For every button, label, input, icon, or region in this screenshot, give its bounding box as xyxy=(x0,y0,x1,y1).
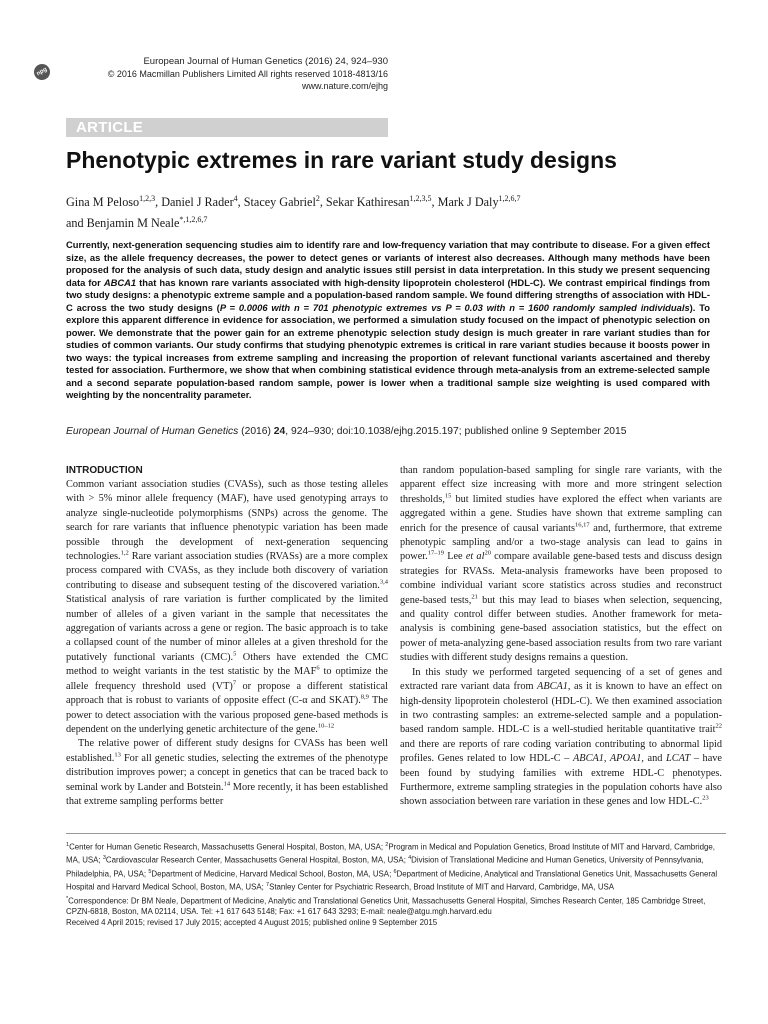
author: Mark J Daly$^{1,2,6,7}$ xyxy=(437,194,521,210)
affiliations: $^1$Center for Human Genetic Research, Massachusetts General Hospital, Boston, MA, USA; $^2$Program in Medical and Population Genetics, Broad Institute of MIT and Harvard, Cambridge, MA, USA; $^3$Cardiovascular Research Center, Massachusetts General Hospital, Boston, MA, USA; $^4$Division of Translational Medicine and Human Genetics, University of Pennsylvania, Philadelphia, PA, USA; $^5$Department of Medicine, Harvard Medical School, Boston, MA, USA; $^6$Department of Medicine, Analytical and Translational Genetics Unit, Massachusetts General Hospital and Harvard Medical School, Boston, MA, USA; $^7$Stanley Center for Psychiatric Research, Broad Institute of MIT and Harvard, Cambridge, MA, USA xyxy=(66,842,718,892)
footnote-divider xyxy=(66,833,726,834)
footnotes xyxy=(66,840,726,929)
correspondence: *Correspondence: Dr BM Neale, Department of Medicine, Analytic and Translational Genetics Unit, Massachusetts General Hospital, Simches Research Center, 185 Cambridge Street, CPZN-6818, Boston, MA 02114, USA. Tel: +1 617 643 5148; Fax: +1 617 643 3293; E-mail: neale@atgu.mgh.harvard.edu xyxy=(66,895,706,917)
article-type-label: ARTICLE xyxy=(76,119,144,136)
gene-name: ABCA1 xyxy=(103,276,137,288)
copyright-line: © 2016 Macmillan Publishers Limited All rights reserved 1018-4813/16 xyxy=(107,69,388,79)
author: Gina M Peloso$^{1,2,3}$, xyxy=(66,194,162,210)
author: Stacey Gabriel$^2$, xyxy=(243,194,326,210)
journal-citation-line: European Journal of Human Genetics (2016) 24, 924–930 xyxy=(143,56,388,67)
section-heading: INTRODUCTION xyxy=(66,465,143,476)
paragraph: In this study we performed targeted sequencing of a set of genes and extracted rare variant data from ABCA1, as it is known to have an effect on high-density lipoprotein cholesterol (HDL-C). We then examined association in two contrasting samples: an extreme-selected sample and a population-based random sample. HDL-C is a well-studied heritable quantitative trait$^{22}$ and there are reports of rare coding variation contributing to abnormal lipid profiles. Genes related to low HDL-C – ABCA1, APOA1, and LCAT – have been found by studying families with extreme HDL-C phenotypes. Furthermore, extreme sampling strategies in the population cohorts have also shown association between rare variation in these genes and low HDL-C.$^{23}$ xyxy=(400,666,722,808)
npg-logo: npg xyxy=(31,61,53,83)
paragraph: The relative power of different study designs for CVASs has been well established.$^{13}$ For all genetic studies, selecting the extremes of the phenotype distribution improves power; a concept in genetics that can be traced back to seminal work by Lander and Botstein.$^{14}$ More recently, it has been established that extreme sampling performs better xyxy=(66,738,389,807)
author: Daniel J Rader$^4$, xyxy=(161,194,244,210)
citation-line: European Journal of Human Genetics (2016) 24, 924–930; doi:10.1038/ejhg.2015.197; published online 9 September 2015 xyxy=(66,426,627,437)
abstract: Currently, next-generation sequencing studies aim to identify rare and low-frequency variation that may contribute to disease. For a given effect size, as the allele frequency decreases, the power to detect genes or variants of interest also decreases. Although many methods have been proposed for the analysis of such data, study design and analytic issues still persist in data interpretation. In this study we present sequencing data for ABCA1 that has known rare variants associated with high-density lipoprotein cholesterol (HDL-C). We contrast empirical findings from two study designs: a phenotypic extreme sample and a population-based random sample. We found differing strengths of association with HDL-C across the two study designs (P = 0.0006 with n = 701 phenotypic extremes vs P = 0.03 with n = 1600 randomly sampled individuals). To explore this apparent difference in evidence for association, we performed a simulation study focused on the impact of phenotypic selection on power. We demonstrate that the power gain for an extreme phenotypic selection study design is much greater in rare variant studies than for studies of common variants. Our study confirms that studying phenotypic extremes is critical in rare variant studies because it boosts power in two ways: the typical increases from extreme sampling and increasing the proportion of relevant functional variants ascertained and thereby tested for association. Furthermore, we show that when combining statistical evidence through meta-analysis from an extreme-selected sample and a second separate population-based random sample, power is lower when a traditional sample size weighting is used compared with weighting by the noncentrality parameter. xyxy=(66,239,711,400)
right-column xyxy=(400,464,722,810)
author: and Benjamin M Neale$^{*,1,2,6,7}$ xyxy=(66,215,208,231)
paragraph: Common variant association studies (CVASs), such as those testing alleles with > 5% minor allele frequency (MAF), have used genotyping arrays to analyze single-nucleotide polymorphisms (SNPs) across the genome. The search for rare variants that influence phenotypic variation has been made possible through the development of next-generation sequencing technologies.$^{1,2}$ Rare variant association studies (RVASs) are a more complex process compared with CVASs, as they include both discovery of variation contributing to disease and subsequent testing of the discovered variation.$^{3,4}$ Statistical analysis of rare variation is further complicated by the limited number of alleles of a given variant in the sample that necessitates the aggregation of variants across a gene or region. The basic approach is to take a collapsed count of the number of minor alleles at a given threshold for the putatively functional variants (CMC).$^5$ Others have extended the CMC method to weight variants in the test statistic by the MAF$^6$ to optimize the allele frequency threshold used (VT)$^7$ or propose a different statistical approach that is robust to variants of opposite effect (C-α and SKAT).$^{8,9}$ The power to detect association with the various proposed gene-based methods is dependent on the underlying genetic architecture of the gene.$^{10-12}$ xyxy=(66,479,388,735)
received-dates: Received 4 April 2015; revised 17 July 2015; accepted 4 August 2015; published online 9 September 2015 xyxy=(66,917,438,927)
author: Sekar Kathiresan$^{1,2,3,5}$, xyxy=(325,194,438,210)
journal-header xyxy=(64,56,388,92)
paragraph: than random population-based sampling for single rare variants, with the apparent effect size increasing with more and more stringent selection thresholds,$^{15}$ but limited studies have explored the effect when variants are aggregated within a gene. Studies have shown that extreme sampling can enrich for the presence of causal variants$^{16,17}$ and, furthermore, that extreme phenotypic sampling and/or a two-stage analysis can lead to gains in power.$^{17-19}$ Lee et $al^{20}$ compare available gene-based tests and discuss design strategies for RVASs. Meta-analysis frameworks have been proposed to combine individual variant score statistics across studies and reconstruct gene-based tests,$^{21}$ but this may lead to biases when selection, sequencing, and quality control differ between studies. Another framework for meta-analysis is combining gene-based association statistics, but the effect on power of meta-analyzing gene-based association results from two rare variant studies with different study designs remains a question. xyxy=(400,465,723,664)
article-title: Phenotypic extremes in rare variant study designs xyxy=(66,147,617,173)
journal-url[interactable]: www.nature.com/ejhg xyxy=(301,81,388,91)
left-column xyxy=(66,464,388,809)
author-list xyxy=(66,190,706,232)
